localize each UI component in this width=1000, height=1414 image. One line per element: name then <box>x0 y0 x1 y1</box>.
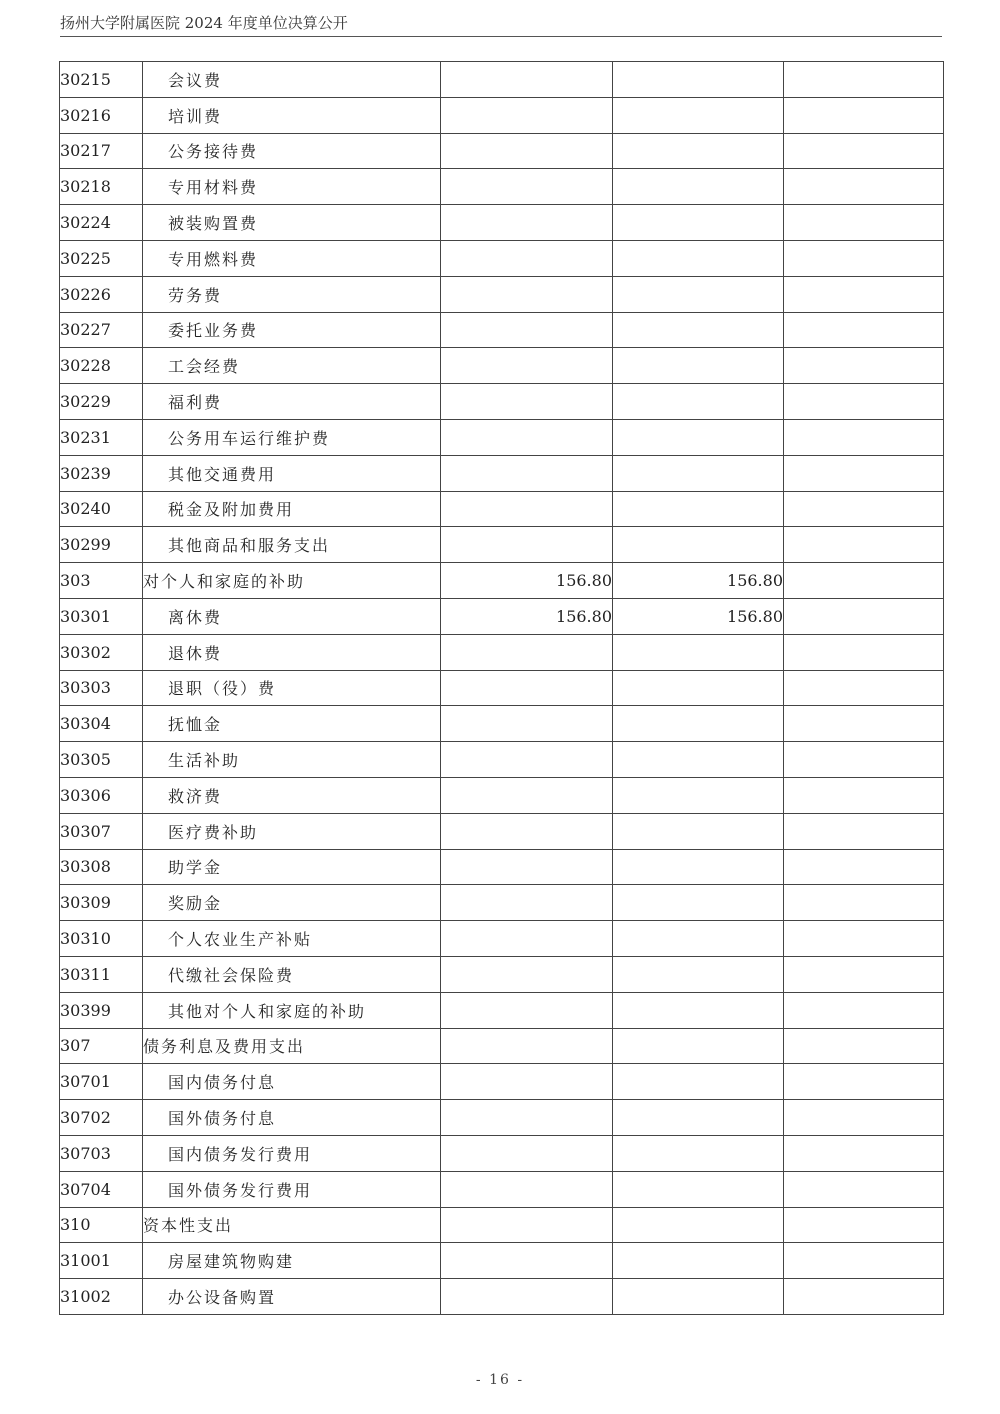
row-value-1 <box>441 956 613 992</box>
row-value-2 <box>613 634 784 670</box>
row-value-1 <box>441 1279 613 1315</box>
table-row <box>60 921 944 957</box>
row-value-2 <box>613 921 784 957</box>
table-row <box>60 312 944 348</box>
row-name: 救济费 <box>143 777 441 813</box>
row-value-2 <box>613 813 784 849</box>
row-value-1 <box>441 777 613 813</box>
row-value-3 <box>784 777 944 813</box>
table-row <box>60 169 944 205</box>
row-value-1 <box>441 849 613 885</box>
table-row <box>60 1135 944 1171</box>
row-value-3 <box>784 1100 944 1136</box>
row-code: 30399 <box>60 992 143 1028</box>
table-row <box>60 133 944 169</box>
row-value-1 <box>441 312 613 348</box>
row-code: 303 <box>60 563 143 599</box>
row-value-2 <box>613 670 784 706</box>
row-value-2 <box>613 348 784 384</box>
row-name: 国内债务付息 <box>143 1064 441 1100</box>
table-row <box>60 670 944 706</box>
row-code: 30311 <box>60 956 143 992</box>
table-row <box>60 491 944 527</box>
row-value-1 <box>441 1207 613 1243</box>
row-code: 30703 <box>60 1135 143 1171</box>
row-value-3 <box>784 813 944 849</box>
row-name: 债务利息及费用支出 <box>143 1028 441 1064</box>
row-value-2 <box>613 1028 784 1064</box>
row-value-2 <box>613 1243 784 1279</box>
row-value-3 <box>784 849 944 885</box>
row-value-1 <box>441 1135 613 1171</box>
row-code: 30308 <box>60 849 143 885</box>
row-name: 其他商品和服务支出 <box>143 527 441 563</box>
budget-table <box>59 61 944 1315</box>
row-value-1 <box>441 1100 613 1136</box>
row-value-3 <box>784 348 944 384</box>
table-row <box>60 563 944 599</box>
row-value-1 <box>441 419 613 455</box>
row-name: 对个人和家庭的补助 <box>143 563 441 599</box>
row-code: 30229 <box>60 384 143 420</box>
row-name: 委托业务费 <box>143 312 441 348</box>
row-code: 30307 <box>60 813 143 849</box>
row-value-1 <box>441 240 613 276</box>
row-name: 抚恤金 <box>143 706 441 742</box>
row-name: 会议费 <box>143 62 441 98</box>
row-code: 30217 <box>60 133 143 169</box>
row-value-1 <box>441 205 613 241</box>
row-value-3 <box>784 240 944 276</box>
row-name: 资本性支出 <box>143 1207 441 1243</box>
row-value-2 <box>613 169 784 205</box>
row-code: 30301 <box>60 598 143 634</box>
row-value-3 <box>784 205 944 241</box>
row-value-2 <box>613 276 784 312</box>
row-value-1 <box>441 169 613 205</box>
row-code: 30299 <box>60 527 143 563</box>
row-value-1 <box>441 384 613 420</box>
row-value-1 <box>441 491 613 527</box>
table-row <box>60 455 944 491</box>
row-value-1 <box>441 455 613 491</box>
row-code: 30224 <box>60 205 143 241</box>
row-code: 30701 <box>60 1064 143 1100</box>
row-value-3 <box>784 455 944 491</box>
row-value-3 <box>784 598 944 634</box>
row-code: 30702 <box>60 1100 143 1136</box>
row-code: 30304 <box>60 706 143 742</box>
table-row <box>60 240 944 276</box>
row-code: 31001 <box>60 1243 143 1279</box>
row-name: 公务接待费 <box>143 133 441 169</box>
row-value-3 <box>784 670 944 706</box>
row-value-1 <box>441 527 613 563</box>
row-value-2 <box>613 455 784 491</box>
row-name: 个人农业生产补贴 <box>143 921 441 957</box>
row-value-3 <box>784 1135 944 1171</box>
row-value-2 <box>613 240 784 276</box>
row-value-2: 156.80 <box>613 563 784 599</box>
row-value-3 <box>784 563 944 599</box>
row-name: 代缴社会保险费 <box>143 956 441 992</box>
row-code: 30305 <box>60 742 143 778</box>
row-name: 生活补助 <box>143 742 441 778</box>
row-value-3 <box>784 133 944 169</box>
row-value-2 <box>613 742 784 778</box>
row-value-3 <box>784 921 944 957</box>
table-row <box>60 276 944 312</box>
row-value-1 <box>441 1028 613 1064</box>
row-name: 国内债务发行费用 <box>143 1135 441 1171</box>
row-value-2 <box>613 62 784 98</box>
row-value-2 <box>613 205 784 241</box>
row-code: 30302 <box>60 634 143 670</box>
row-name: 公务用车运行维护费 <box>143 419 441 455</box>
table-row <box>60 849 944 885</box>
row-value-2 <box>613 491 784 527</box>
row-code: 30228 <box>60 348 143 384</box>
row-code: 310 <box>60 1207 143 1243</box>
row-value-3 <box>784 706 944 742</box>
row-value-3 <box>784 312 944 348</box>
row-value-2 <box>613 1135 784 1171</box>
row-name: 被装购置费 <box>143 205 441 241</box>
row-value-3 <box>784 169 944 205</box>
row-name: 国外债务付息 <box>143 1100 441 1136</box>
row-code: 307 <box>60 1028 143 1064</box>
row-code: 30303 <box>60 670 143 706</box>
row-value-3 <box>784 62 944 98</box>
row-value-3 <box>784 419 944 455</box>
row-name: 退休费 <box>143 634 441 670</box>
table-row <box>60 777 944 813</box>
table-row <box>60 527 944 563</box>
row-code: 30309 <box>60 885 143 921</box>
table-row <box>60 384 944 420</box>
table-row <box>60 97 944 133</box>
table-row <box>60 634 944 670</box>
row-value-1 <box>441 1243 613 1279</box>
table-row <box>60 885 944 921</box>
budget-table-body <box>60 62 944 1315</box>
row-value-2 <box>613 312 784 348</box>
row-value-3 <box>784 634 944 670</box>
row-value-2 <box>613 706 784 742</box>
row-name: 培训费 <box>143 97 441 133</box>
row-value-3 <box>784 1171 944 1207</box>
row-value-2 <box>613 419 784 455</box>
row-value-3 <box>784 491 944 527</box>
row-value-2 <box>613 133 784 169</box>
row-value-1 <box>441 742 613 778</box>
row-value-3 <box>784 276 944 312</box>
row-value-3 <box>784 1243 944 1279</box>
row-value-2 <box>613 992 784 1028</box>
row-value-2 <box>613 1171 784 1207</box>
row-name: 房屋建筑物购建 <box>143 1243 441 1279</box>
row-value-3 <box>784 527 944 563</box>
row-value-2 <box>613 1064 784 1100</box>
row-name: 其他对个人和家庭的补助 <box>143 992 441 1028</box>
table-row <box>60 1064 944 1100</box>
table-row <box>60 742 944 778</box>
row-value-1 <box>441 634 613 670</box>
page-number: - 16 - <box>475 1372 525 1388</box>
table-row <box>60 1243 944 1279</box>
row-value-1 <box>441 670 613 706</box>
row-code: 30226 <box>60 276 143 312</box>
row-code: 30231 <box>60 419 143 455</box>
row-value-1 <box>441 706 613 742</box>
row-value-1 <box>441 62 613 98</box>
table-row <box>60 1028 944 1064</box>
row-name: 退职（役）费 <box>143 670 441 706</box>
row-name: 助学金 <box>143 849 441 885</box>
row-value-1 <box>441 348 613 384</box>
row-value-1: 156.80 <box>441 598 613 634</box>
row-value-1 <box>441 133 613 169</box>
row-value-3 <box>784 384 944 420</box>
row-code: 30216 <box>60 97 143 133</box>
row-value-3 <box>784 1207 944 1243</box>
row-value-2 <box>613 1100 784 1136</box>
row-value-1: 156.80 <box>441 563 613 599</box>
row-code: 30218 <box>60 169 143 205</box>
row-name: 医疗费补助 <box>143 813 441 849</box>
table-row <box>60 1279 944 1315</box>
row-value-2 <box>613 1279 784 1315</box>
row-value-2: 156.80 <box>613 598 784 634</box>
row-value-2 <box>613 1207 784 1243</box>
table-row <box>60 62 944 98</box>
row-value-1 <box>441 1171 613 1207</box>
table-row <box>60 1171 944 1207</box>
row-value-1 <box>441 97 613 133</box>
table-row <box>60 1100 944 1136</box>
row-value-1 <box>441 1064 613 1100</box>
row-code: 30306 <box>60 777 143 813</box>
row-value-2 <box>613 527 784 563</box>
row-value-1 <box>441 885 613 921</box>
row-code: 30704 <box>60 1171 143 1207</box>
row-code: 30310 <box>60 921 143 957</box>
row-value-2 <box>613 97 784 133</box>
row-code: 30225 <box>60 240 143 276</box>
row-name: 国外债务发行费用 <box>143 1171 441 1207</box>
row-name: 其他交通费用 <box>143 455 441 491</box>
row-value-2 <box>613 777 784 813</box>
row-name: 离休费 <box>143 598 441 634</box>
row-name: 税金及附加费用 <box>143 491 441 527</box>
row-value-2 <box>613 885 784 921</box>
row-value-3 <box>784 97 944 133</box>
table-row <box>60 348 944 384</box>
table-row <box>60 598 944 634</box>
row-value-3 <box>784 1279 944 1315</box>
row-name: 奖励金 <box>143 885 441 921</box>
row-name: 专用燃料费 <box>143 240 441 276</box>
row-value-3 <box>784 742 944 778</box>
row-name: 工会经费 <box>143 348 441 384</box>
row-code: 30227 <box>60 312 143 348</box>
row-value-3 <box>784 992 944 1028</box>
row-value-3 <box>784 1028 944 1064</box>
row-name: 专用材料费 <box>143 169 441 205</box>
row-value-3 <box>784 885 944 921</box>
document-header: 扬州大学附属医院 2024 年度单位决算公开 <box>60 12 942 37</box>
row-value-3 <box>784 1064 944 1100</box>
table-row <box>60 956 944 992</box>
row-value-2 <box>613 384 784 420</box>
row-value-1 <box>441 921 613 957</box>
table-row <box>60 205 944 241</box>
row-value-2 <box>613 956 784 992</box>
row-code: 30215 <box>60 62 143 98</box>
row-name: 劳务费 <box>143 276 441 312</box>
row-value-1 <box>441 813 613 849</box>
table-row <box>60 419 944 455</box>
row-code: 31002 <box>60 1279 143 1315</box>
row-name: 福利费 <box>143 384 441 420</box>
table-row <box>60 1207 944 1243</box>
row-value-1 <box>441 276 613 312</box>
row-value-2 <box>613 849 784 885</box>
row-value-1 <box>441 992 613 1028</box>
row-name: 办公设备购置 <box>143 1279 441 1315</box>
table-row <box>60 813 944 849</box>
table-row <box>60 992 944 1028</box>
row-value-3 <box>784 956 944 992</box>
row-code: 30240 <box>60 491 143 527</box>
row-code: 30239 <box>60 455 143 491</box>
table-row <box>60 706 944 742</box>
